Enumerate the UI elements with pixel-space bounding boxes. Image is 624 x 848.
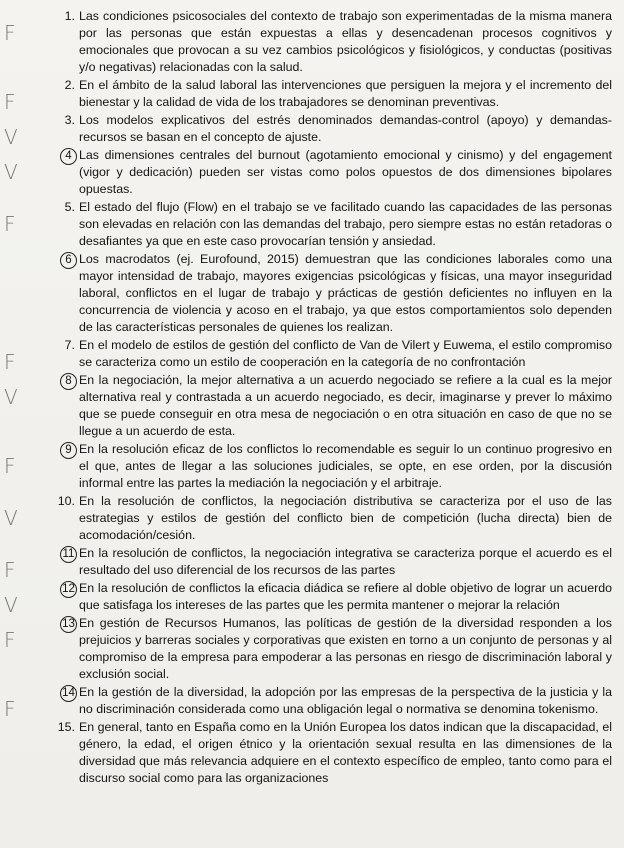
- question-number: [52, 77, 79, 111]
- question-item: [52, 251, 612, 336]
- question-text: Las dimensiones centrales del burnout (agotamiento emocional y cinismo) y del engagement (vigor y dedicación) pueden ser vistas como polos opuestos de dos dimensiones bipolares opuestas.: [79, 148, 612, 196]
- question-text: En la resolución eficaz de los conflictos lo recomendable es seguir lo un continuo progresivo en el que, antes de llegar a las soluciones judiciales, se opte, en ese orden, por la discusión informal entre las partes la mediación la negociación y el arbitraje.: [79, 442, 612, 490]
- question-number: [52, 493, 79, 544]
- question-number-label: 12: [60, 581, 77, 598]
- question-text: En la gestión de la diversidad, la adopción por las empresas de la perspectiva de la justicia y la no discriminación considerada como una obligación legal o normativa se denomina tokenismo.: [79, 685, 612, 716]
- question-number: [52, 199, 79, 250]
- question-item: [4, 580, 612, 617]
- handwritten-answer-mark: F: [4, 558, 16, 582]
- question-number-label: 13: [60, 616, 77, 633]
- handwritten-answer-mark: F: [4, 90, 16, 114]
- question-number: [52, 251, 79, 336]
- question-text: Los modelos explicativos del estrés denominados demandas-control (apoyo) y demandas-recursos se basan en el concepto de ajuste.: [79, 113, 612, 144]
- question-text: En la negociación, la mejor alternativa a un acuerdo negociado se refiere a la cual es la mejor alternativa real y contrastada a un acuerdo negociado, es decir, imaginarse y prever lo máximo que se puede conseguir en otra mesa de negociación o en otra situación en caso de que no se llegue a un acuerdo de esta.: [79, 373, 612, 438]
- question-item: [4, 147, 612, 198]
- question-text: El estado del flujo (Flow) en el trabajo se ve facilitado cuando las capacidades de las personas son elevadas en relación con las demandas del trabajo, pero siempre estas no están retadoras o desafiantes ya que en este caso provocarían tensión y ansiedad.: [79, 200, 612, 248]
- question-text: En la resolución de conflictos la eficacia diádica se refiere al doble objetivo de lograr un acuerdo que satisfaga los intereses de las partes que les permita mantener o mejorar la relación: [79, 581, 612, 612]
- question-number-label: 5.: [64, 200, 75, 214]
- handwritten-answer-mark: F: [4, 628, 16, 652]
- handwritten-answer-mark: F: [4, 350, 16, 374]
- question-number: [52, 372, 79, 440]
- question-number: [52, 580, 79, 614]
- handwritten-answer-mark: F: [4, 697, 16, 721]
- question-number: [52, 719, 79, 787]
- handwritten-answer-mark: F: [4, 21, 16, 45]
- question-text: En el modelo de estilos de gestión del conflicto de Van de Vilert y Euwema, el estilo compromiso se caracteriza como un estilo de cooperación en la categoría de no confrontación: [79, 338, 612, 369]
- question-item: [4, 684, 612, 721]
- question-number-label: 6: [60, 252, 77, 269]
- question-number-label: 14: [60, 685, 77, 702]
- handwritten-answer-mark: V: [4, 160, 18, 184]
- question-item: [4, 337, 612, 374]
- question-number: [52, 615, 79, 683]
- question-text: En la resolución de conflictos, la negociación distributiva se caracteriza por el uso de las estrategias y estilos de gestión del conflicto bien de competición (lucha directa) bien de acomodación/cesión.: [79, 494, 612, 542]
- handwritten-answer-mark: V: [4, 125, 18, 149]
- question-text: En el ámbito de la salud laboral las intervenciones que persiguen la mejora y el incremento del bienestar y la calidad de vida de los trabajadores se denominan preventivas.: [79, 78, 612, 109]
- question-number-label: 7.: [64, 338, 75, 352]
- handwritten-answer-mark: V: [4, 593, 18, 617]
- question-number: [52, 337, 79, 371]
- handwritten-answer-mark: V: [4, 385, 18, 409]
- question-number-label: 4: [60, 148, 77, 165]
- question-number-label: 9: [60, 442, 77, 459]
- question-number-label: 8: [60, 373, 77, 390]
- question-text: En la resolución de conflictos, la negociación integrativa se caracteriza porque el acuerdo es el resultado del uso diferencial de los recursos de las partes: [79, 546, 612, 577]
- question-number: [52, 545, 79, 579]
- question-number-label: 3.: [64, 113, 75, 127]
- question-item: [4, 372, 612, 440]
- question-item: [4, 493, 612, 544]
- question-item: [52, 719, 612, 787]
- question-text: En general, tanto en España como en la Unión Europea los datos indican que la discapacidad, el género, la edad, el origen étnico y la orientación sexual resulta en las dimensiones de la diversidad que más relevancia adquiere en el contexto específico de empleo, tanto como para el discurso social como para las organizaciones: [79, 720, 612, 785]
- question-number: [52, 112, 79, 146]
- question-number-label: 11: [60, 546, 77, 563]
- question-text: En gestión de Recursos Humanos, las políticas de gestión de la diversidad responden a los prejuicios y barreras sociales y corporativas que existen en torno a un conjunto de personas y al compromiso de la empresa para empoderar a las personas en riesgo de discriminación laboral y exclusión social.: [79, 616, 612, 681]
- question-number: [52, 147, 79, 198]
- question-list: [4, 8, 612, 788]
- question-item: [4, 112, 612, 149]
- question-number-label: 1.: [64, 9, 75, 23]
- handwritten-answer-mark: F: [4, 454, 16, 478]
- handwritten-answer-mark: V: [4, 506, 18, 530]
- question-item: [4, 441, 612, 492]
- question-number-label: 10.: [57, 494, 75, 508]
- question-number: [52, 8, 79, 76]
- question-number: [52, 684, 79, 718]
- question-item: [4, 545, 612, 582]
- question-number: [52, 441, 79, 492]
- handwritten-answer-mark: F: [4, 212, 16, 236]
- question-number-label: 15.: [57, 720, 75, 734]
- question-number-label: 2.: [64, 78, 75, 92]
- question-text: Los macrodatos (ej. Eurofound, 2015) demuestran que las condiciones laborales como una mayor intensidad de trabajo, mayores exigencias psicológicas y físicas, una mayor inseguridad laboral, conflictos en el lugar de trabajo y prácticas de gestión deficientes no influyen en la concurrencia de violencia y acoso en el trabajo, ya que estos comportamientos solo dependen de las características personales de quienes los realizan.: [79, 252, 612, 334]
- question-text: Las condiciones psicosociales del contexto de trabajo son experimentadas de la misma manera por las personas que están expuestas a ellas y desencadenan procesos cognitivos y emocionales que provocan a su vez cambios psicológicos y fisiológicos, y conductas (positivas y/o negativas) relacionadas con la salud.: [79, 9, 612, 74]
- question-item: [4, 8, 612, 76]
- question-item: [4, 199, 612, 250]
- question-item: [4, 615, 612, 683]
- question-item: [4, 77, 612, 114]
